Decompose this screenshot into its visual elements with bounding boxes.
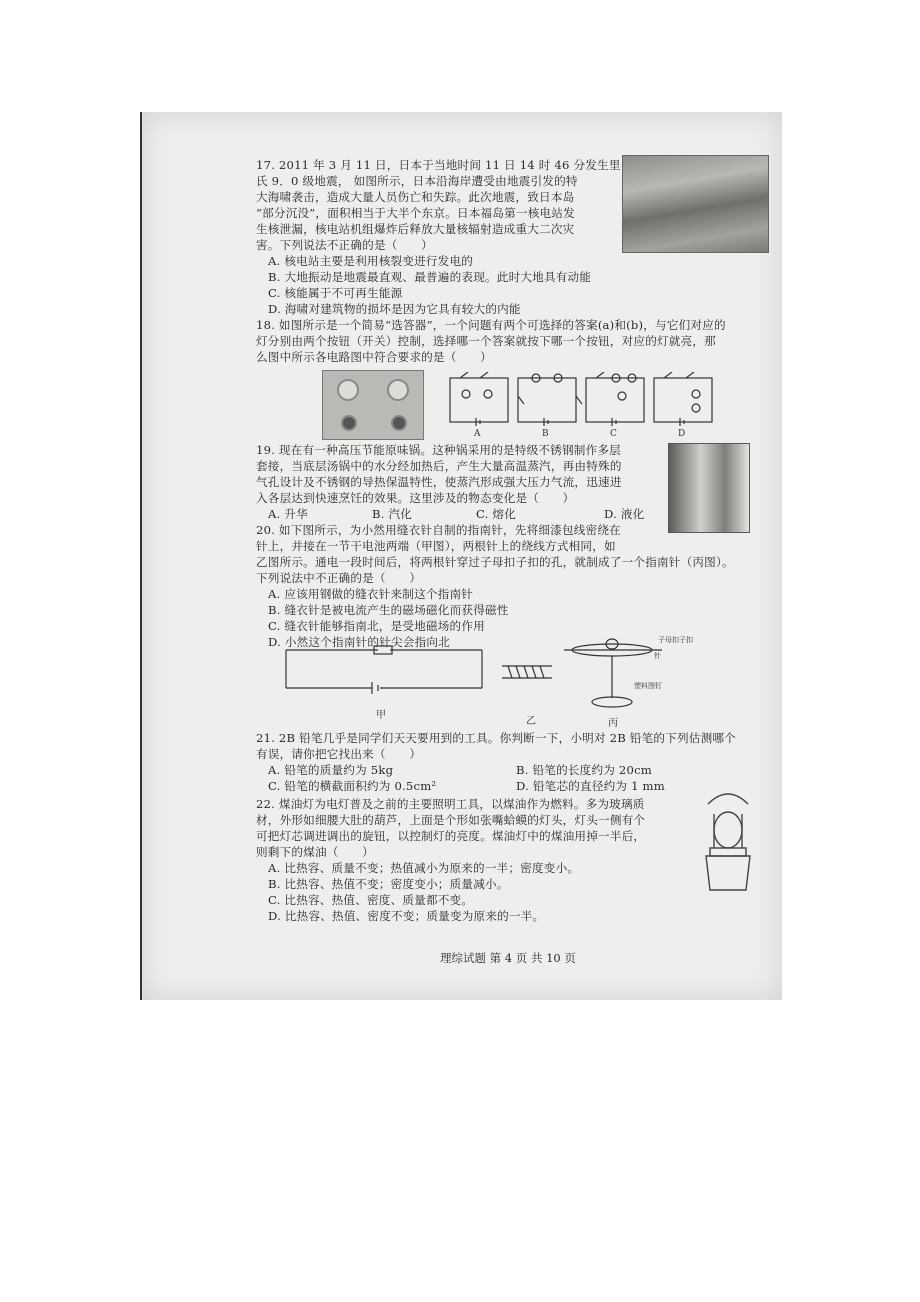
q21-option-a: A. 铅笔的质量约为 5kg	[268, 763, 394, 777]
button-a-icon	[337, 379, 359, 401]
q20-option-b: B. 缝衣针是被电流产生的磁场磁化而获得磁性	[268, 603, 509, 617]
q20-option-d: D. 小然这个指南针的针尖会指向北	[268, 635, 450, 649]
q17-line: 害。下列说法不正确的是（ ）	[256, 238, 433, 252]
q19-option-a: A. 升华	[268, 507, 308, 521]
pressure-cooker-photo	[668, 443, 750, 533]
q17-line: 大海啸袭击，造成大量人员伤亡和失踪。此次地震，致日本岛	[256, 190, 575, 204]
q22-option-d: D. 比热容、热值、密度不变；质量变为原来的一半。	[268, 909, 545, 923]
compass-figures	[282, 636, 702, 728]
q17-line: 生核泄漏，核电站机组爆炸后释放大量核辐射造成重大二次灾	[256, 222, 575, 236]
q18-line: 灯分别由两个按钮（开关）控制，选择哪一个答案就按下哪一个按钮，对应的灯就亮，那	[256, 334, 716, 348]
button-b-icon	[387, 379, 409, 401]
q22-option-c: C. 比热容、热值、密度、质量都不变。	[268, 893, 474, 907]
q21-option-c: C. 铅笔的横截面积约为 0.5cm²	[268, 779, 437, 793]
figure-label-yi: 乙	[526, 716, 536, 727]
circuit-label-d: D	[678, 429, 686, 438]
q19-line: 19. 现在有一种高压节能原味锅。这种锅采用的是特级不锈钢制作多层	[256, 443, 621, 457]
circuit-label-a: A	[474, 429, 481, 438]
q21-line: 21. 2B 铅笔几乎是同学们天天要用到的工具。你判断一下，小明对 2B 铅笔的下列估测哪个	[256, 731, 736, 745]
figure-label-needle: 针	[654, 652, 661, 660]
q22-line: 材，外形如细腰大肚的葫芦，上面是个形如张嘴蛤蟆的灯头，灯头一侧有个	[256, 813, 646, 827]
circuit-label-c: C	[610, 429, 617, 438]
q21-option-b: B. 铅笔的长度约为 20cm	[516, 763, 652, 777]
lamp-a-icon	[341, 415, 357, 431]
q19-option-d: D. 液化	[604, 507, 645, 521]
q21-line: 有误，请你把它找出来（ ）	[256, 747, 422, 761]
q17-option-c: C. 核能属于不可再生能源	[268, 286, 403, 300]
q19-line: 套接，当底层汤锅中的水分经加热后，产生大量高温蒸汽，再由特殊的	[256, 459, 622, 473]
figure-label-pin: 塑料图钉	[634, 682, 662, 690]
q22-line: 可把灯芯调进调出的旋钮，以控制灯的亮度。煤油灯中的煤油用掉一半后，	[256, 829, 646, 843]
q17-option-a: A. 核电站主要是利用核裂变进行发电的	[268, 254, 474, 268]
figure-label-jia: 甲	[376, 710, 386, 721]
circuit-label-b: B	[542, 429, 549, 438]
q18-line: 18. 如图所示是一个简易“选答器”，一个问题有两个可选择的答案(a)和(b)，与它们对应的	[256, 318, 726, 332]
q22-line: 则剩下的煤油（ ）	[256, 845, 374, 859]
q17-option-b: B. 大地振动是地震最直观、最普遍的表现。此时大地具有动能	[268, 270, 592, 284]
q19-line: 入各层达到快速烹饪的效果。这里涉及的物态变化是（ ）	[256, 491, 575, 505]
q17-line: 氏 9．0 级地震， 如图所示，日本沿海岸遭受由地震引发的特	[256, 174, 578, 188]
q17-line: 17. 2011 年 3 月 11 日，日本于当地时间 11 日 14 时 46 分发生里	[256, 158, 621, 172]
q19-option-b: B. 汽化	[372, 507, 413, 521]
q22-option-b: B. 比热容、热值不变；密度变小；质量减小。	[268, 877, 509, 891]
q20-line: 下列说法中不正确的是（ ）	[256, 571, 422, 585]
q20-line: 针上，并接在一节干电池两端（甲图），两根针上的绕线方式相同，如	[256, 539, 616, 553]
lamp-b-icon	[391, 415, 407, 431]
kerosene-lamp-icon	[696, 790, 760, 900]
q17-option-d: D. 海啸对建筑物的损坏是因为它具有较大的内能	[268, 302, 521, 316]
q22-option-a: A. 比热容、质量不变；热值减小为原来的一半；密度变小。	[268, 861, 580, 875]
q20-option-c: C. 缝衣针能够指南北，是受地磁场的作用	[268, 619, 485, 633]
q20-option-a: A. 应该用钢做的缝衣针来制这个指南针	[268, 587, 474, 601]
q19-option-c: C. 熔化	[476, 507, 517, 521]
q19-line: 气孔设计及不锈钢的导热保温特性，使蒸汽形成强大压力气流，迅速进	[256, 475, 622, 489]
q21-option-d: D. 铅笔芯的直径约为 1 mm	[516, 779, 665, 793]
figure-label-bing: 丙	[608, 718, 618, 728]
q18-line: 么图中所示各电路图中符合要求的是（ ）	[256, 350, 492, 364]
figure-label-button: 子母扣子扣	[658, 636, 693, 644]
q17-line: “部分沉没”，面积相当于大半个东京。日本福岛第一核电站发	[256, 206, 575, 220]
page-footer: 理综试题 第 4 页 共 10 页	[440, 951, 576, 965]
q22-line: 22. 煤油灯为电灯普及之前的主要照明工具，以煤油作为燃料。多为玻璃质	[256, 797, 645, 811]
earthquake-photo	[622, 155, 769, 253]
answer-buttons-photo	[322, 370, 424, 440]
q20-line: 20. 如下图所示，为小然用缝衣针自制的指南针，先将细漆包线密绕在	[256, 523, 621, 537]
q20-line: 乙图所示。通电一段时间后，将两根针穿过子母扣子扣的孔，就制成了一个指南针（丙图）。	[256, 555, 734, 569]
circuit-diagrams	[446, 372, 722, 438]
